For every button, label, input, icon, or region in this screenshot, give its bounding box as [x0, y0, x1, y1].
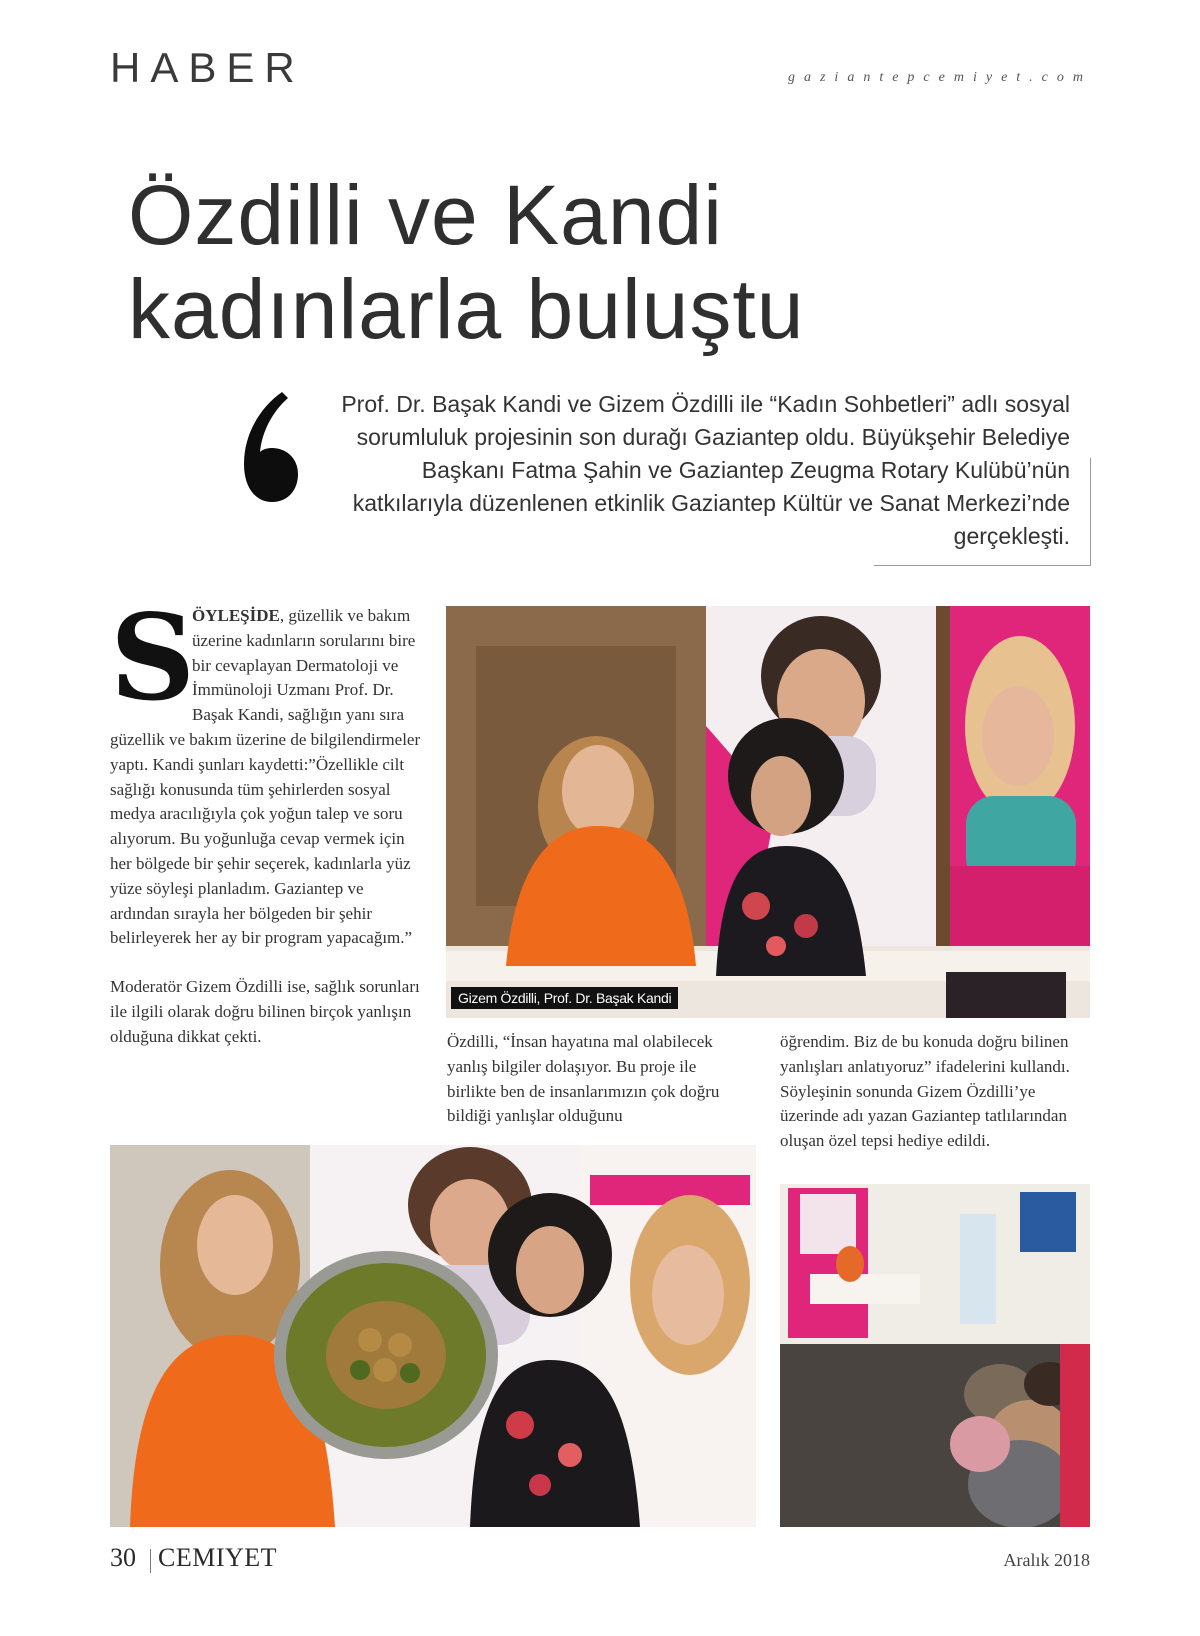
magazine-name: CEMIYET	[158, 1543, 278, 1572]
paragraph-1-text: , güzellik ve bakım üzerine kadınların sorularını bire bir cevaplayan Dermatoloji ve İmmünoloji Uzmanı Prof. Dr. Başak Kandi, sağlığın yanı sıra güzellik ve bakım üzerine de bilgilendirmeler yaptı. Kandi şunları kaydetti:”Özellikle cilt sağlığı konusunda tüm şehirlerden sosyal medya aracılığıyla çok yoğun talep ve soru alıyorum. Bu yoğunluğa cevap vermek için her bölgede bir şehir seçerek, kadınlarla yüz yüze söyleşi planladım. Gaziantep ve ardından sırayla her bölgeden bir şehir belirleyerek her ay bir program yapacağım.”	[110, 606, 421, 948]
footer-divider	[150, 1549, 151, 1573]
title-line-2: kadınlarla buluştu	[128, 262, 805, 356]
paragraph-3: Özdilli, “İnsan hayatına mal olabilecek yanlış bilgiler dolaşıyor. Bu proje ile birlikte ben de insanlarımızın çok doğru bildiği yanlışlar olduğunu	[447, 1032, 720, 1126]
column-2	[447, 1030, 747, 1129]
issue-date: Aralık 2018	[1003, 1550, 1090, 1570]
paragraph-4: öğrendim. Biz de bu konuda doğru bilinen yanlışları anlatıyoruz” ifadelerini kullandı. Söyleşinin sonunda Gizem Özdilli’ye üzerinde adı yazan Gaziantep tatlılarından oluşan özel tepsi hediye edildi.	[780, 1032, 1070, 1151]
website-url: gaziantepcemiyet.com	[787, 70, 1092, 85]
article-title	[128, 168, 1028, 356]
column-3	[780, 1030, 1072, 1154]
photo-audience	[780, 1184, 1090, 1527]
quote-mark-icon	[238, 388, 308, 508]
paragraph-2: Moderatör Gizem Özdilli ise, sağlık sorunları ile ilgili olarak doğru bilinen birçok yanlışın olduğuna dikkat çekti.	[110, 977, 420, 1046]
dropcap: S	[110, 588, 196, 727]
lede-divider-horizontal	[874, 565, 1091, 566]
paragraph-1	[110, 588, 422, 951]
lede-divider-vertical	[1090, 458, 1091, 566]
section-label: HABER	[110, 44, 305, 91]
photo-caption: Gizem Özdilli, Prof. Dr. Başak Kandi	[451, 987, 678, 1009]
article-lede: Prof. Dr. Başak Kandi ve Gizem Özdilli ile “Kadın Sohbetleri” adlı sosyal sorumluluk projesinin son durağı Gaziantep oldu. Büyükşehir Belediye Başkanı Fatma Şahin ve Gaziantep Zeugma Rotary Kulübü’nün katkılarıyla düzenlenen etkinlik Gaziantep Kültür ve Sanat Merkezi’nde gerçekleşti.	[341, 391, 1070, 549]
photo-panel-discussion	[446, 606, 1090, 1018]
title-line-1: Özdilli ve Kandi	[128, 168, 723, 262]
lead-word: ÖYLEŞİDE	[192, 606, 280, 625]
column-1	[110, 588, 422, 1074]
page-number: 30	[110, 1543, 136, 1572]
photo-baklava-gift	[110, 1145, 756, 1527]
